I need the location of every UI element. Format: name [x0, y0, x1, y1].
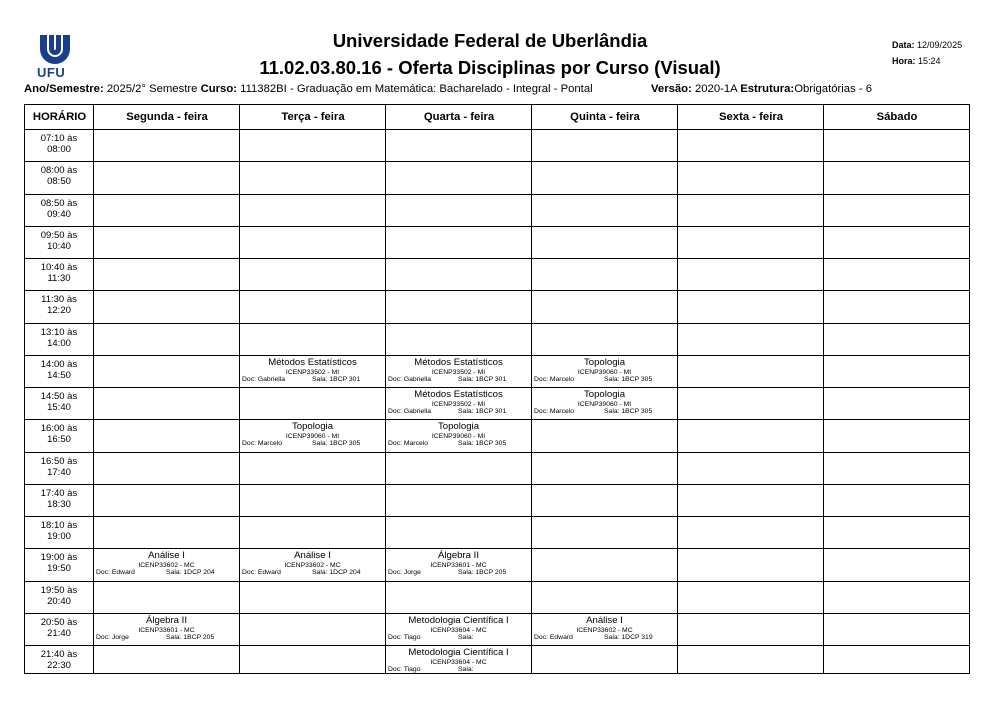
time-start: 19:00 às — [40, 552, 78, 564]
course-teacher: Doc: Edward — [534, 633, 573, 641]
time-end: 18:30 — [47, 498, 71, 510]
course-room: Sala: 1BCP 305 — [312, 440, 361, 448]
course-code: ICENP33604 - MC — [430, 626, 487, 634]
header-day: Quinta - feira — [570, 111, 640, 123]
course-room: Sala: 1BCP 301 — [312, 375, 361, 383]
course-entry[interactable] — [532, 614, 677, 646]
row-divider — [25, 194, 969, 195]
course-room: Sala: 1BCP 205 — [458, 569, 507, 577]
course-teacher: Doc: Tiago — [388, 666, 421, 673]
time-end: 15:40 — [47, 402, 71, 413]
course-code: ICENP33502 - MI — [431, 401, 486, 408]
time-end: 14:50 — [47, 369, 71, 381]
estrutura-label: Estrutura: — [740, 83, 795, 95]
course-room: Sala: 1DCP 204 — [166, 569, 215, 577]
course-code: ICENP33601 - MC — [430, 562, 487, 570]
time-start: 18:10 às — [40, 520, 78, 531]
time-slot-label — [25, 198, 93, 220]
time-slot-label — [25, 649, 93, 671]
time-start: 20:50 às — [40, 616, 78, 628]
course-code: ICENP39060 - MI — [577, 368, 632, 376]
time-start: 07:10 às — [40, 133, 78, 144]
course-code: ICENP33602 - MC — [284, 562, 341, 570]
course-code: ICENP33602 - MC — [138, 562, 195, 570]
row-divider — [25, 161, 969, 162]
schedule-table — [24, 104, 970, 674]
course-name: Análise I — [586, 614, 623, 626]
course-entry[interactable] — [94, 549, 239, 581]
time-slot-label — [25, 262, 93, 284]
row-divider — [25, 323, 969, 324]
course-name: Metodologia Científica I — [408, 614, 509, 626]
versao-label: Versão: — [651, 83, 692, 95]
course-teacher: Doc: Edward — [96, 569, 135, 577]
course-code: ICENP39060 - MI — [285, 433, 340, 441]
date-line — [892, 40, 962, 50]
header-divider — [25, 129, 969, 130]
course-name: Topologia — [291, 421, 334, 433]
course-name: Álgebra II — [437, 550, 480, 562]
course-name: Métodos Estatísticos — [414, 389, 503, 400]
course-name: Análise I — [148, 550, 185, 562]
course-teacher: Doc: Gabriella — [242, 375, 286, 383]
header-day: Terça - feira — [281, 111, 345, 123]
course-teacher: Doc: Marcelo — [534, 375, 575, 383]
info-line — [24, 83, 873, 95]
time-start: 08:50 às — [40, 197, 78, 209]
logo-text: UFU — [37, 65, 66, 80]
course-teacher: Doc: Jorge — [96, 633, 129, 641]
header-day: Segunda - feira — [126, 111, 208, 123]
header-day: Sexta - feira — [718, 111, 784, 123]
column-divider — [239, 105, 240, 673]
row-divider — [25, 484, 969, 485]
time-end: 19:00 — [47, 531, 71, 542]
time-start: 10:40 às — [40, 262, 78, 273]
course-entry[interactable] — [532, 388, 677, 420]
course-entry[interactable] — [532, 356, 677, 388]
time-label: Hora: — [892, 56, 916, 66]
time-start: 19:50 às — [40, 584, 78, 596]
curso-value: 111382BI - Graduação em Matemática: Bacharelado - Integral - Pontal — [240, 83, 593, 95]
course-room: Sala: 1BCP 301 — [458, 375, 507, 383]
course-entry[interactable] — [240, 549, 385, 581]
course-teacher: Doc: Marcelo — [242, 440, 283, 448]
course-room: Sala: 1BCP 205 — [166, 633, 215, 641]
course-teacher: Doc: Tiago — [388, 633, 421, 641]
course-name: Topologia — [583, 356, 626, 368]
time-start: 11:30 às — [41, 294, 77, 306]
course-name: Topologia — [437, 421, 480, 433]
time-end: 12:20 — [47, 305, 71, 317]
course-entry[interactable] — [94, 614, 239, 646]
column-divider — [823, 105, 824, 673]
row-divider — [25, 258, 969, 259]
versao-value: 2020-1A — [694, 83, 738, 95]
course-name: Análise I — [294, 550, 331, 562]
row-divider — [25, 226, 969, 227]
course-name: Métodos Estatísticos — [414, 356, 503, 368]
course-teacher: Doc: Marcelo — [388, 440, 429, 448]
course-code: ICENP33601 - MC — [138, 626, 195, 634]
row-divider — [25, 290, 969, 291]
time-line — [892, 56, 941, 66]
time-start: 16:50 às — [40, 455, 78, 467]
course-code: ICENP33604 - MC — [430, 659, 487, 666]
course-room: Sala: — [458, 666, 474, 673]
time-end: 14:00 — [47, 337, 71, 349]
time-start: 14:00 às — [40, 358, 78, 370]
course-entry[interactable] — [386, 646, 531, 678]
time-end: 10:40 — [47, 240, 71, 252]
course-teacher: Doc: Edward — [242, 569, 281, 577]
course-teacher: Doc: Jorge — [388, 569, 421, 577]
time-start: 14:50 às — [40, 391, 78, 402]
time-slot-label — [25, 423, 93, 445]
header-day: Sábado — [876, 111, 918, 123]
time-slot-label — [25, 552, 93, 574]
time-slot-label — [25, 165, 93, 187]
course-room: Sala: — [458, 633, 474, 641]
time-slot-label — [25, 133, 93, 155]
row-divider — [25, 516, 969, 517]
course-teacher: Doc: Gabriella — [388, 408, 432, 415]
course-teacher: Doc: Gabriella — [388, 375, 432, 383]
time-end: 11:30 — [47, 273, 71, 284]
course-room: Sala: 1BCP 305 — [604, 375, 653, 383]
course-room: Sala: 1BCP 305 — [604, 408, 653, 415]
course-entry[interactable] — [386, 388, 531, 420]
course-entry[interactable] — [240, 420, 385, 452]
estrutura-value: Obrigatórias - 6 — [794, 83, 873, 95]
date-value: 12/09/2025 — [917, 40, 963, 50]
course-code: ICENP33502 - MI — [285, 368, 340, 376]
time-slot-label — [25, 294, 93, 316]
course-room: Sala: 1BCP 305 — [458, 440, 507, 448]
time-end: 19:50 — [47, 563, 71, 575]
course-room: Sala: 1BCP 301 — [458, 408, 507, 415]
versao-group — [651, 83, 872, 95]
course-code: ICENP39060 - MI — [577, 401, 632, 408]
course-room: Sala: 1DCP 204 — [312, 569, 361, 577]
time-slot-label — [25, 456, 93, 478]
course-teacher: Doc: Marcelo — [534, 408, 575, 415]
time-end: 08:00 — [47, 144, 71, 155]
time-end: 09:40 — [47, 208, 71, 220]
ano-label: Ano/Semestre: — [24, 83, 104, 95]
time-slot-label — [25, 230, 93, 252]
date-label: Data: — [892, 40, 915, 50]
time-slot-label — [25, 585, 93, 607]
header-horario: HORÁRIO — [32, 111, 87, 123]
course-entry[interactable] — [386, 614, 531, 646]
course-code: ICENP33502 - MI — [431, 368, 486, 376]
time-slot-label — [25, 359, 93, 381]
column-divider — [677, 105, 678, 673]
curso-label: Curso: — [200, 83, 237, 95]
course-name: Topologia — [583, 389, 626, 400]
time-end: 17:40 — [47, 466, 71, 478]
time-start: 13:10 às — [40, 326, 78, 338]
time-end: 20:40 — [47, 595, 71, 607]
time-slot-label — [25, 327, 93, 349]
course-name: Métodos Estatísticos — [268, 356, 357, 368]
time-slot-label — [25, 520, 93, 542]
time-start: 21:40 às — [40, 649, 78, 660]
column-divider — [93, 105, 94, 673]
time-start: 16:00 às — [40, 423, 78, 435]
course-code: ICENP39060 - MI — [431, 433, 486, 441]
course-name: Metodologia Científica I — [408, 647, 509, 658]
time-slot-label — [25, 488, 93, 510]
course-room: Sala: 1DCP 319 — [604, 633, 653, 641]
course-code: ICENP33602 - MC — [576, 626, 633, 634]
time-value: 15:24 — [918, 56, 941, 66]
course-entry[interactable] — [386, 420, 531, 452]
time-end: 08:50 — [47, 176, 71, 188]
time-start: 17:40 às — [40, 487, 78, 499]
time-slot-label — [25, 617, 93, 639]
course-entry[interactable] — [240, 356, 385, 388]
time-end: 22:30 — [47, 660, 71, 671]
course-name: Álgebra II — [145, 614, 188, 626]
time-end: 16:50 — [47, 434, 71, 446]
page-title: Universidade Federal de Uberlândia — [332, 30, 648, 51]
course-entry[interactable] — [386, 356, 531, 388]
time-start: 08:00 às — [40, 165, 78, 177]
ano-value: 2025/2° Semestre — [106, 83, 198, 95]
time-end: 21:40 — [47, 627, 71, 639]
header-day: Quarta - feira — [423, 111, 495, 123]
time-slot-label — [25, 391, 93, 413]
time-start: 09:50 às — [40, 229, 78, 241]
page-subtitle: 11.02.03.80.16 - Oferta Disciplinas por Curso (Visual) — [259, 57, 721, 78]
course-entry[interactable] — [386, 549, 531, 581]
